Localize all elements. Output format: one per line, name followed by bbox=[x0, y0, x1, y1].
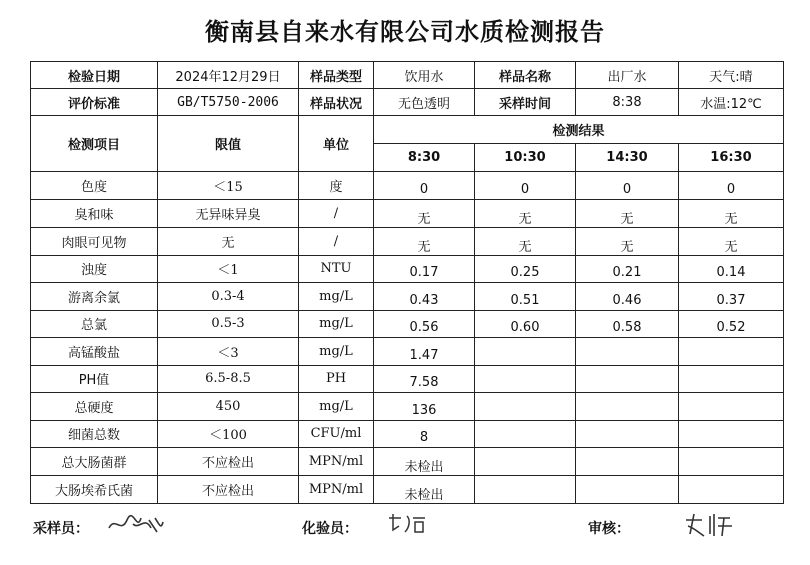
table-row bbox=[31, 393, 784, 421]
header-item: 检测项目 bbox=[31, 116, 158, 172]
result-cell bbox=[374, 365, 475, 393]
result-value: 0.46 bbox=[612, 292, 642, 308]
result-cell bbox=[576, 227, 679, 255]
result-value: 0.21 bbox=[612, 265, 642, 281]
result-cell bbox=[679, 199, 784, 227]
limit-value: 0.3-4 bbox=[158, 283, 299, 311]
unit-value: PH bbox=[299, 365, 374, 393]
result-cell bbox=[374, 338, 475, 366]
limit-value: ＜15 bbox=[158, 172, 299, 200]
header-time: 16:30 bbox=[679, 144, 784, 172]
result-value: 0.51 bbox=[510, 292, 540, 308]
result-value: 0.14 bbox=[716, 265, 746, 281]
result-cell bbox=[576, 283, 679, 311]
result-value: 0 bbox=[622, 181, 632, 197]
result-value: 未检出 bbox=[404, 488, 444, 503]
header-time: 14:30 bbox=[576, 144, 679, 172]
result-cell bbox=[679, 172, 784, 200]
table-row bbox=[31, 310, 784, 338]
limit-value: 450 bbox=[158, 393, 299, 421]
table-row bbox=[31, 255, 784, 283]
item-name: 大肠埃希氏菌 bbox=[31, 476, 158, 504]
result-value: 无 bbox=[417, 239, 431, 255]
item-name: 臭和味 bbox=[31, 199, 158, 227]
unit-value: MPN/ml bbox=[299, 448, 374, 476]
result-value: 0.56 bbox=[409, 320, 439, 336]
unit-value: 度 bbox=[299, 172, 374, 200]
item-name: 总大肠菌群 bbox=[31, 448, 158, 476]
limit-value: 6.5-8.5 bbox=[158, 365, 299, 393]
result-cell bbox=[374, 476, 475, 504]
info-value: 2024年12月29日 bbox=[158, 62, 299, 89]
limit-value: 不应检出 bbox=[158, 448, 299, 476]
result-cell bbox=[374, 310, 475, 338]
result-cell bbox=[475, 283, 576, 311]
item-name: 游离余氯 bbox=[31, 283, 158, 311]
info-value: 无色透明 bbox=[374, 89, 475, 116]
result-cell bbox=[374, 283, 475, 311]
result-cell bbox=[679, 283, 784, 311]
result-value: 无 bbox=[724, 239, 738, 255]
table-row bbox=[31, 420, 784, 448]
result-cell bbox=[576, 448, 679, 476]
result-value: 7.58 bbox=[409, 375, 439, 391]
result-value: 1.47 bbox=[409, 347, 439, 363]
item-name: 总硬度 bbox=[31, 393, 158, 421]
result-value: 无 bbox=[518, 239, 532, 255]
unit-value: CFU/ml bbox=[299, 420, 374, 448]
result-cell bbox=[374, 227, 475, 255]
limit-value: 0.5-3 bbox=[158, 310, 299, 338]
unit-value: NTU bbox=[299, 255, 374, 283]
water-quality-table bbox=[30, 61, 784, 504]
unit-value: mg/L bbox=[299, 310, 374, 338]
reviewer-label: 审核： bbox=[588, 521, 630, 537]
result-value: 无 bbox=[518, 211, 532, 227]
results-body bbox=[31, 172, 784, 504]
tester-signature bbox=[385, 510, 435, 538]
item-name: 色度 bbox=[31, 172, 158, 200]
info-label: 采样时间 bbox=[475, 89, 576, 116]
sampler-label: 采样员： bbox=[33, 521, 89, 537]
result-cell bbox=[679, 476, 784, 504]
item-name: PH值 bbox=[31, 365, 158, 393]
result-value: 0.52 bbox=[716, 320, 746, 336]
table-row bbox=[31, 172, 784, 200]
info-label: 样品状况 bbox=[299, 89, 374, 116]
result-cell bbox=[576, 199, 679, 227]
result-value: 无 bbox=[417, 211, 431, 227]
result-cell bbox=[475, 338, 576, 366]
item-name: 细菌总数 bbox=[31, 420, 158, 448]
limit-value: 无 bbox=[158, 227, 299, 255]
result-value: 0.25 bbox=[510, 265, 540, 281]
header-time: 8:30 bbox=[374, 144, 475, 172]
result-cell bbox=[475, 448, 576, 476]
result-value: 136 bbox=[411, 402, 437, 418]
result-cell bbox=[475, 420, 576, 448]
limit-value: 不应检出 bbox=[158, 476, 299, 504]
result-cell bbox=[679, 227, 784, 255]
info-row-1 bbox=[31, 62, 784, 89]
result-value: 0 bbox=[520, 181, 530, 197]
unit-value: / bbox=[299, 199, 374, 227]
info-label: 评价标准 bbox=[31, 89, 158, 116]
item-name: 高锰酸盐 bbox=[31, 338, 158, 366]
header-limit: 限值 bbox=[158, 116, 299, 172]
result-value: 0.60 bbox=[510, 320, 540, 336]
result-cell bbox=[475, 199, 576, 227]
result-value: 无 bbox=[724, 211, 738, 227]
result-cell bbox=[374, 255, 475, 283]
result-cell bbox=[475, 255, 576, 283]
table-row bbox=[31, 338, 784, 366]
info-label: 检验日期 bbox=[31, 62, 158, 89]
result-cell bbox=[576, 393, 679, 421]
info-label: 样品类型 bbox=[299, 62, 374, 89]
info-row-2 bbox=[31, 89, 784, 116]
result-value: 0 bbox=[419, 181, 429, 197]
report-title: 衡南县自来水有限公司水质检测报告 bbox=[205, 18, 605, 46]
item-name: 肉眼可见物 bbox=[31, 227, 158, 255]
info-value: 出厂水 bbox=[576, 62, 679, 89]
result-cell bbox=[374, 420, 475, 448]
limit-value: ＜100 bbox=[158, 420, 299, 448]
result-value: 8 bbox=[419, 430, 429, 446]
result-cell bbox=[679, 448, 784, 476]
table-row bbox=[31, 227, 784, 255]
result-value: 无 bbox=[620, 211, 634, 227]
result-cell bbox=[374, 448, 475, 476]
item-name: 浊度 bbox=[31, 255, 158, 283]
table-row bbox=[31, 365, 784, 393]
result-value: 0 bbox=[726, 181, 736, 197]
table-row bbox=[31, 283, 784, 311]
info-label: 样品名称 bbox=[475, 62, 576, 89]
info-value: 8:38 bbox=[576, 89, 679, 116]
result-cell bbox=[475, 310, 576, 338]
result-cell bbox=[679, 255, 784, 283]
result-cell bbox=[679, 420, 784, 448]
header-row-1 bbox=[31, 116, 784, 144]
result-cell bbox=[475, 393, 576, 421]
result-value: 0.17 bbox=[409, 265, 439, 281]
result-cell bbox=[679, 393, 784, 421]
limit-value: ＜1 bbox=[158, 255, 299, 283]
result-cell bbox=[374, 172, 475, 200]
result-value: 未检出 bbox=[404, 460, 444, 475]
reviewer-signature bbox=[680, 510, 736, 540]
result-value: 0.58 bbox=[612, 320, 642, 336]
result-cell bbox=[576, 338, 679, 366]
result-cell bbox=[576, 310, 679, 338]
result-cell bbox=[679, 365, 784, 393]
result-cell bbox=[374, 393, 475, 421]
water-temp-value: 水温:12℃ bbox=[679, 89, 784, 116]
result-cell bbox=[475, 227, 576, 255]
result-cell bbox=[576, 476, 679, 504]
item-name: 总氯 bbox=[31, 310, 158, 338]
result-cell bbox=[679, 338, 784, 366]
result-cell bbox=[576, 420, 679, 448]
result-cell bbox=[679, 310, 784, 338]
result-cell bbox=[576, 255, 679, 283]
info-value: 饮用水 bbox=[374, 62, 475, 89]
table-row bbox=[31, 448, 784, 476]
info-value: GB/T5750-2006 bbox=[158, 89, 299, 116]
header-time: 10:30 bbox=[475, 144, 576, 172]
result-cell bbox=[475, 172, 576, 200]
result-cell bbox=[475, 476, 576, 504]
table-row bbox=[31, 476, 784, 504]
unit-value: mg/L bbox=[299, 338, 374, 366]
header-unit: 单位 bbox=[299, 116, 374, 172]
result-cell bbox=[576, 172, 679, 200]
table-row bbox=[31, 199, 784, 227]
result-cell bbox=[374, 199, 475, 227]
unit-value: mg/L bbox=[299, 393, 374, 421]
weather-value: 天气:晴 bbox=[679, 62, 784, 89]
tester-label: 化验员： bbox=[302, 521, 358, 537]
limit-value: 无异味异臭 bbox=[158, 199, 299, 227]
result-cell bbox=[475, 365, 576, 393]
unit-value: mg/L bbox=[299, 283, 374, 311]
result-value: 0.43 bbox=[409, 292, 439, 308]
header-results: 检测结果 bbox=[374, 116, 784, 144]
result-value: 无 bbox=[620, 239, 634, 255]
sampler-signature bbox=[105, 510, 165, 538]
unit-value: MPN/ml bbox=[299, 476, 374, 504]
unit-value: / bbox=[299, 227, 374, 255]
result-value: 0.37 bbox=[716, 292, 746, 308]
limit-value: ＜3 bbox=[158, 338, 299, 366]
result-cell bbox=[576, 365, 679, 393]
